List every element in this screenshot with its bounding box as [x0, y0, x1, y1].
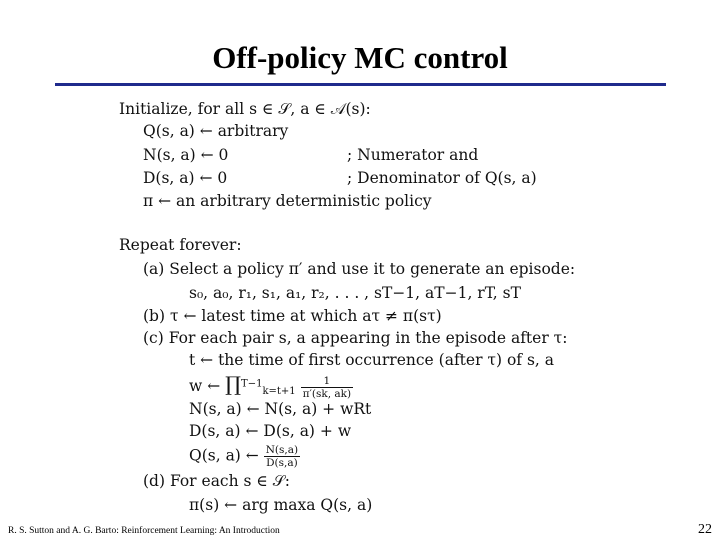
step-c-q-fraction: $\frac{N(s,a)}{D(s,a)}$	[265, 444, 299, 469]
step-c-w-fraction: $\frac{1}{\pi'(sk, ak)}$	[302, 374, 352, 400]
step-c-n: N(s, a) ← N(s, a) + wRt	[189, 400, 372, 418]
init-d-comment: ; Denominator of Q(s, a)	[347, 169, 537, 187]
slide-title: Off-policy MC control	[212, 40, 508, 75]
init-q: Q(s, a) ← arbitrary	[143, 122, 289, 140]
step-a: (a) Select a policy π′ and use it to generate an episode:	[143, 260, 576, 278]
product-bounds: $^{T-1}_{k=t+1}$	[241, 378, 296, 397]
step-a-episode: s₀, a₀, r₁, s₁, a₁, r₂, . . . , sT−1, aT−1, rT, sT	[189, 284, 521, 302]
step-c: (c) For each pair s, a appearing in the episode after τ:	[143, 329, 568, 347]
step-c-w-lhs: w ←	[189, 377, 226, 395]
footer-citation: R. S. Sutton and A. G. Barto: Reinforcement Learning: An Introduction	[8, 526, 280, 536]
title-underline	[55, 83, 666, 86]
step-d-pi: π(s) ← arg maxa Q(s, a)	[189, 496, 373, 514]
product-symbol: ∏	[225, 372, 242, 396]
init-n: N(s, a) ← 0	[143, 146, 229, 164]
step-b: (b) τ ← latest time at which aτ ≠ π(sτ)	[143, 307, 442, 325]
init-n-comment: ; Numerator and	[347, 146, 479, 164]
init-header: Initialize, for all s ∈ 𝒮, a ∈ 𝒜(s):	[119, 100, 371, 118]
step-c-d: D(s, a) ← D(s, a) + w	[189, 422, 352, 440]
step-c-q-lhs: Q(s, a) ←	[189, 446, 264, 465]
step-c-t: t ← the time of first occurrence (after τ) of s, a	[189, 351, 555, 369]
repeat-header: Repeat forever:	[119, 236, 242, 254]
step-c-q	[189, 444, 300, 469]
page-number: 22	[698, 522, 712, 537]
init-pi: π ← an arbitrary deterministic policy	[143, 192, 432, 210]
init-d: D(s, a) ← 0	[143, 169, 228, 187]
step-d: (d) For each s ∈ 𝒮:	[143, 472, 291, 490]
